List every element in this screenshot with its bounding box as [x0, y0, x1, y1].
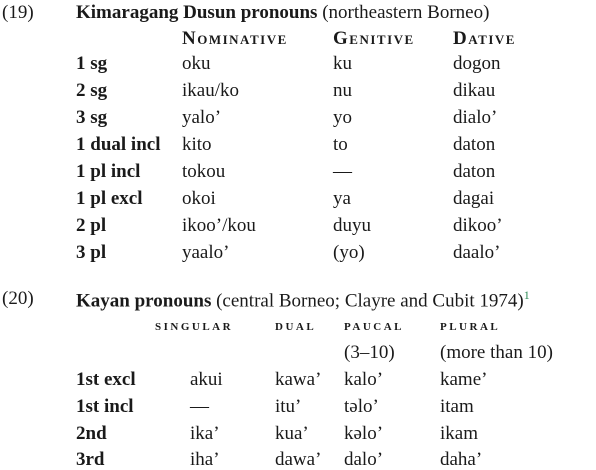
plural-cell: kame’ — [440, 369, 488, 390]
genitive-cell: (yo) — [333, 242, 365, 263]
row-label: 1 sg — [76, 53, 108, 74]
genitive-cell: ya — [333, 188, 351, 209]
row-label: 1st incl — [76, 396, 134, 417]
plural-cell: ikam — [440, 423, 478, 444]
row-label: 2 pl — [76, 215, 107, 236]
header-nominative: Nominative — [182, 28, 288, 49]
singular-cell: akui — [190, 369, 223, 390]
row-label: 1 dual incl — [76, 134, 161, 155]
row-label: 1st excl — [76, 369, 136, 390]
example-19-subtitle: (northeastern Borneo) — [317, 2, 490, 23]
singular-cell: ika’ — [190, 423, 220, 444]
nominative-cell: kito — [182, 134, 212, 155]
paucal-cell: təlo’ — [344, 396, 379, 417]
dative-cell: daalo’ — [453, 242, 501, 263]
plural-cell: daha’ — [440, 449, 483, 470]
genitive-cell: nu — [333, 80, 352, 101]
subheader-paucal: (3–10) — [344, 342, 395, 363]
row-label: 3 sg — [76, 107, 108, 128]
row-label: 3 pl — [76, 242, 107, 263]
example-19-title-line — [76, 3, 489, 22]
plural-cell: itam — [440, 396, 474, 417]
row-label: 3rd — [76, 449, 105, 470]
dative-cell: dogon — [453, 53, 501, 74]
example-19-number: (19) — [2, 2, 34, 23]
nominative-cell: okoi — [182, 188, 216, 209]
genitive-cell: — — [333, 161, 352, 182]
header-plural: plural — [440, 317, 501, 334]
header-dative: Dative — [453, 28, 516, 49]
dual-cell: kawa’ — [275, 369, 322, 390]
header-genitive: Genitive — [333, 28, 415, 49]
genitive-cell: duyu — [333, 215, 371, 236]
dative-cell: dikau — [453, 80, 496, 101]
row-label: 1 pl excl — [76, 188, 143, 209]
example-20-title-line — [76, 289, 530, 310]
nominative-cell: ikoo’/kou — [182, 215, 256, 236]
nominative-cell: yalo’ — [182, 107, 222, 128]
nominative-cell: oku — [182, 53, 211, 74]
header-dual: dual — [275, 317, 317, 334]
subheader-plural: (more than 10) — [440, 342, 553, 363]
header-paucal: paucal — [344, 317, 405, 334]
dual-cell: dawa’ — [275, 449, 322, 470]
row-label: 2nd — [76, 423, 107, 444]
paucal-cell: kalo’ — [344, 369, 384, 390]
singular-cell: — — [190, 396, 209, 417]
dual-cell: kua’ — [275, 423, 309, 444]
example-20-subtitle: (central Borneo; Clayre and Cubit 1974) — [211, 290, 524, 312]
dative-cell: dialo’ — [453, 107, 498, 128]
dative-cell: dikoo’ — [453, 215, 503, 236]
nominative-cell: ikau/ko — [182, 80, 239, 101]
row-label: 1 pl incl — [76, 161, 141, 182]
nominative-cell: tokou — [182, 161, 226, 182]
dual-cell: itu’ — [275, 396, 302, 417]
footnote-marker[interactable]: 1 — [523, 288, 530, 302]
paucal-cell: kəlo’ — [344, 423, 384, 444]
genitive-cell: ku — [333, 53, 352, 74]
row-label: 2 sg — [76, 80, 108, 101]
paucal-cell: dalo’ — [344, 449, 384, 470]
dative-cell: dagai — [453, 188, 495, 209]
dative-cell: daton — [453, 161, 496, 182]
example-20-number: (20) — [2, 288, 34, 309]
header-singular: singular — [155, 317, 234, 334]
dative-cell: daton — [453, 134, 496, 155]
example-20-title: Kayan pronouns — [76, 290, 212, 312]
genitive-cell: to — [333, 134, 348, 155]
example-19-title: Kimaragang Dusun pronouns — [76, 2, 318, 23]
genitive-cell: yo — [333, 107, 352, 128]
singular-cell: iha’ — [190, 449, 220, 470]
nominative-cell: yaalo’ — [182, 242, 230, 263]
